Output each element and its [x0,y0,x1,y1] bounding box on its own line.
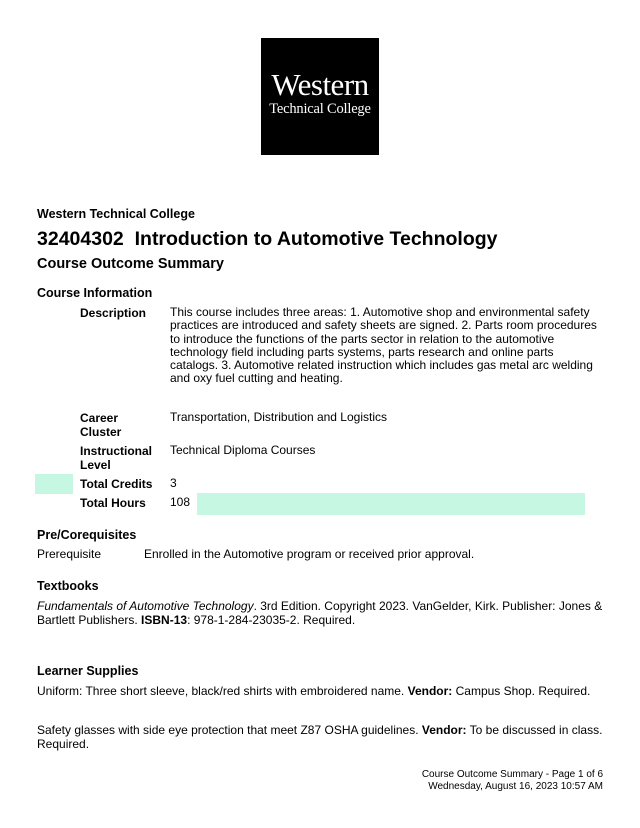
supply-item-text: Uniform: Three short sleeve, black/red shirts with embroidered name. [37,684,408,698]
prerequisite-label: Prerequisite [37,547,102,561]
prerequisite-text: Enrolled in the Automotive program or received prior approval. [144,547,475,561]
college-name: Western Technical College [37,207,195,221]
career-cluster-label: Career Cluster [80,411,122,439]
isbn-value: : 978-1-284-23035-2. Required. [187,613,356,627]
prerequisites-heading: Pre/Corequisites [37,528,137,542]
highlight-left [35,474,73,494]
highlight-right [197,493,585,515]
isbn-label: ISBN-13 [141,613,188,627]
total-hours-value: 108 [170,495,191,509]
vendor-label: Vendor: [421,723,467,737]
total-credits-label: Total Credits [80,477,153,491]
footer-timestamp: Wednesday, August 16, 2023 10:57 AM [428,780,603,792]
logo-line-1: Western [271,67,369,102]
instructional-level-value: Technical Diploma Courses [170,443,316,457]
footer-page-info: Course Outcome Summary - Page 1 of 6 [421,769,603,780]
vendor-value: Campus Shop. Required. [452,684,591,698]
course-information-heading: Course Information [37,286,153,300]
page-footer [422,769,603,792]
page-subtitle: Course Outcome Summary [37,256,224,272]
supply-item-uniform [37,684,603,698]
vendor-value: To be discussed in class. Required. [37,723,603,751]
textbook-title: Fundamentals of Automotive Technology [37,599,254,613]
supply-item-text: Safety glasses with side eye protection that meet Z87 OSHA guidelines. [37,723,422,737]
textbooks-heading: Textbooks [37,579,99,593]
page-title [37,228,498,251]
learner-supplies-heading: Learner Supplies [37,664,139,678]
logo-line-2: Technical College [269,101,371,117]
description-label: Description [80,306,147,320]
instructional-level-label: Instructional Level [80,444,153,472]
course-title: Introduction to Automotive Technology [134,228,498,250]
course-number: 32404302 [37,228,124,250]
textbook-entry [37,599,603,627]
description-text: This course includes three areas: 1. Automotive shop and environmental safety practices are introduced and safety sheets are signed. 2. Parts room procedures to introduce the functions of the parts sector in relation to the automotive technology field including parts systems, parts research and online parts catalogs. 3. Automotive related instruction which includes gas metal arc welding and oxy fuel cutting and heating. [170,305,597,386]
total-hours-label: Total Hours [80,496,146,510]
career-cluster-value: Transportation, Distribution and Logistics [170,410,387,424]
vendor-label: Vendor: [407,684,453,698]
college-logo [261,38,379,155]
textbook-details: . 3rd Edition. Copyright 2023. VanGelder, Kirk. Publisher: Jones & Bartlett Publishers. [37,599,603,627]
supply-item-safety-glasses [37,723,603,751]
total-credits-value: 3 [170,476,177,490]
